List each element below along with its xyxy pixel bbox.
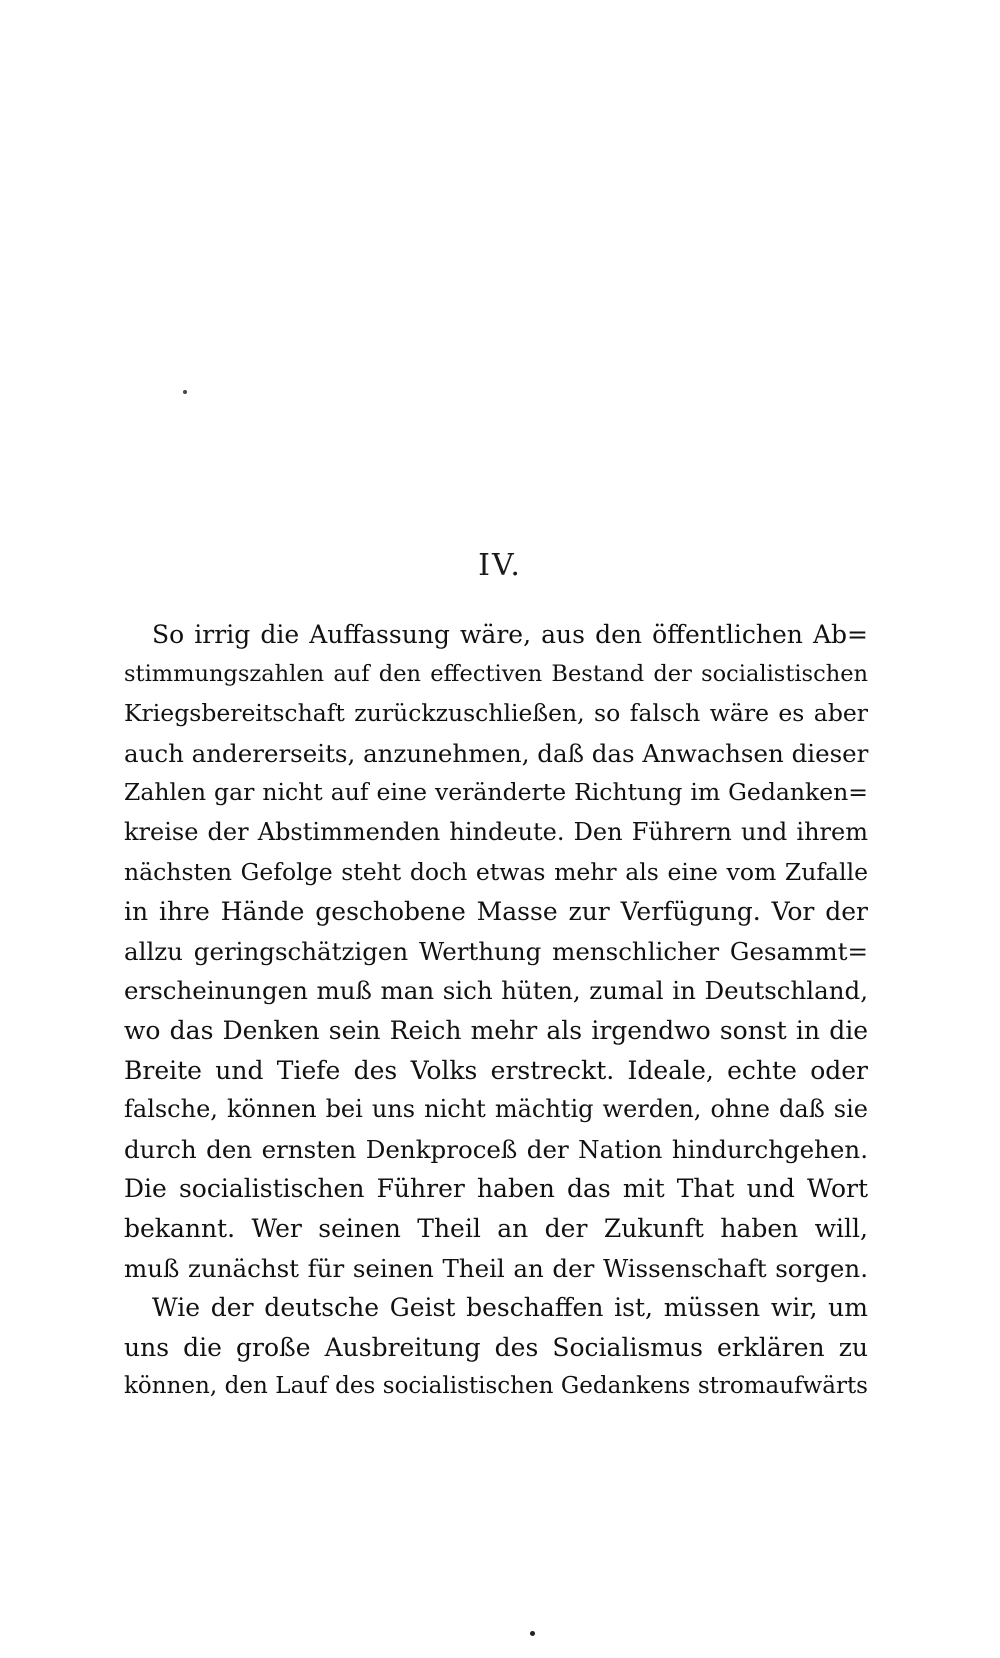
text-line: erscheinungen muß man sich hüten, zumal in Deutschland, — [124, 976, 868, 1006]
text-line: allzu geringschätzigen Werthung menschlicher Gesammt= — [124, 936, 868, 966]
text-line: falsche, können bei uns nicht mächtig werden, ohne daß sie — [124, 1095, 868, 1124]
text-line: uns die große Ausbreitung des Socialismus erklären zu — [124, 1332, 868, 1362]
paragraph-1 — [124, 615, 868, 1288]
text-line: Kriegsbereitschaft zurückzuschließen, so falsch wäre es aber — [124, 699, 868, 728]
text-line: auch andererseits, anzunehmen, daß das Anwachsen dieser — [124, 738, 869, 768]
text-line: Wie der deutsche Geist beschaffen ist, müssen wir, um — [152, 1293, 868, 1323]
text-line: nächsten Gefolge steht doch etwas mehr als eine vom Zufalle — [124, 857, 868, 886]
paragraph-2 — [124, 1288, 868, 1407]
text-line: muß zunächst für seinen Theil an der Wissenschaft sorgen. — [124, 1253, 868, 1283]
text-line: stimmungszahlen auf den effectiven Bestand der socialistischen — [124, 660, 868, 687]
text-line: Die socialistischen Führer haben das mit That und Wort — [124, 1174, 868, 1204]
chapter-number: IV. — [478, 548, 522, 583]
text-line: durch den ernsten Denkproceß der Nation hindurchgehen. — [124, 1134, 868, 1164]
text-line: bekannt. Wer seinen Theil an der Zukunft haben will, — [124, 1213, 868, 1243]
text-line: Zahlen gar nicht auf eine veränderte Richtung im Gedanken= — [124, 778, 868, 807]
text-line: kreise der Abstimmenden hindeute. Den Führern und ihrem — [124, 817, 868, 846]
text-line: können, den Lauf des socialistischen Gedankens stromaufwärts — [124, 1373, 868, 1400]
text-line: in ihre Hände geschobene Masse zur Verfügung. Vor der — [124, 897, 868, 927]
text-line: Breite und Tiefe des Volks erstreckt. Ideale, echte oder — [124, 1055, 868, 1085]
ink-speck — [183, 390, 187, 394]
text-line: So irrig die Auffassung wäre, aus den öffentlichen Ab= — [152, 620, 868, 649]
text-line: wo das Denken sein Reich mehr als irgendwo sonst in die — [124, 1015, 868, 1045]
body-text — [124, 615, 868, 1407]
ink-speck — [530, 1631, 535, 1636]
